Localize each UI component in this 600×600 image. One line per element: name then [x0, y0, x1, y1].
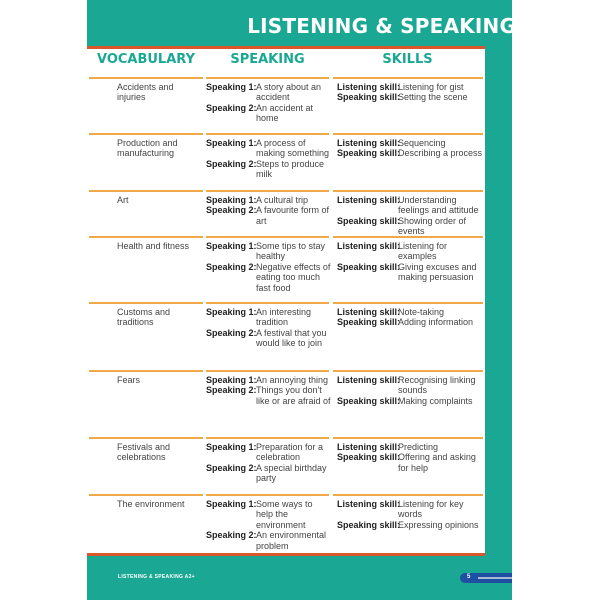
speaking-topic: A favourite form of art [256, 205, 330, 226]
skill-description: Giving excuses and making persuasion [398, 261, 477, 283]
speaking-cell [206, 442, 331, 484]
skill-label: Speaking skill: [337, 261, 401, 272]
speaking-cell [206, 375, 331, 406]
row-divider [333, 302, 483, 304]
speaking-topic: Some ways to help the environment [256, 499, 313, 530]
vocabulary-cell: Festivals and celebrations [117, 442, 171, 463]
skill-label: Speaking skill: [337, 395, 401, 406]
skill-label: Speaking skill: [337, 92, 401, 103]
row-divider [89, 77, 203, 79]
speaking-label: Speaking 2: [206, 462, 257, 473]
speaking-label: Speaking 1: [206, 375, 257, 385]
speaking-topic: Things you don't like or are afraid of [256, 385, 331, 406]
row-divider [89, 370, 203, 372]
skill-label: Listening skill: [337, 499, 401, 509]
skill-label: Listening skill: [337, 195, 401, 205]
speaking-cell [206, 138, 331, 180]
page-number-badge [460, 573, 512, 583]
column-header-vocabulary: VOCABULARY [96, 52, 195, 67]
row-divider [206, 77, 329, 79]
skill-label: Listening skill: [337, 241, 401, 251]
skill-label: Listening skill: [337, 442, 401, 452]
speaking-topic: Steps to produce milk [256, 158, 325, 180]
skills-cell [337, 138, 483, 159]
row-divider [206, 494, 329, 496]
speaking-label: Speaking 1: [206, 442, 257, 452]
speaking-label: Speaking 1: [206, 82, 257, 92]
skill-label: Speaking skill: [337, 317, 401, 328]
speaking-topic: A cultural trip [256, 195, 309, 205]
vocabulary-cell: Production and manufacturing [117, 138, 178, 159]
row-divider [206, 302, 329, 304]
speaking-cell [206, 499, 331, 551]
vocabulary-cell: Customs and traditions [117, 307, 171, 328]
row-divider [206, 190, 329, 192]
skill-description: Showing order of events [398, 215, 467, 237]
footer-title: LISTENING & SPEAKING A2+ [118, 574, 195, 580]
vocabulary-cell: Health and fitness [117, 241, 190, 251]
skill-label: Listening skill: [337, 375, 401, 385]
skill-label: Speaking skill: [337, 148, 401, 159]
speaking-label: Speaking 1: [206, 499, 257, 509]
speaking-label: Speaking 1: [206, 307, 257, 317]
speaking-cell [206, 307, 331, 349]
speaking-label: Speaking 2: [206, 530, 257, 541]
skills-cell [337, 442, 483, 473]
skill-label: Speaking skill: [337, 215, 401, 226]
row-divider [333, 236, 483, 238]
speaking-label: Speaking 1: [206, 138, 257, 148]
skill-label: Speaking skill: [337, 452, 401, 463]
skills-cell [337, 241, 483, 283]
row-divider [89, 437, 203, 439]
speaking-label: Speaking 2: [206, 205, 257, 216]
row-divider [89, 494, 203, 496]
skill-description: Adding information [398, 317, 474, 328]
row-divider [333, 494, 483, 496]
skills-cell [337, 499, 483, 530]
row-divider [89, 302, 203, 304]
row-divider [206, 437, 329, 439]
row-divider [206, 370, 329, 372]
vocabulary-cell: The environment [117, 499, 185, 509]
speaking-topic: Negative effects of eating too much fast food [256, 261, 331, 293]
skill-description: Describing a process [398, 148, 483, 159]
skills-cell [337, 82, 483, 103]
skill-description: Understanding feelings and attitude [398, 195, 479, 216]
speaking-topic: A story about an accident [256, 82, 322, 103]
column-header-speaking: SPEAKING [230, 52, 305, 67]
skill-description: Expressing opinions [398, 519, 479, 530]
page-number: 5 [467, 574, 471, 580]
speaking-label: Speaking 2: [206, 102, 257, 113]
speaking-topic: Some tips to stay healthy [256, 241, 326, 262]
skill-description: Listening for gist [398, 82, 464, 92]
skill-label: Listening skill: [337, 307, 401, 317]
speaking-topic: An annoying thing [256, 375, 329, 385]
skill-description: Predicting [398, 442, 439, 452]
row-divider [206, 133, 329, 135]
row-divider [333, 133, 483, 135]
speaking-label: Speaking 1: [206, 241, 257, 251]
speaking-topic: An accident at home [256, 102, 314, 124]
skills-cell [337, 375, 483, 406]
row-divider [206, 236, 329, 238]
skill-label: Speaking skill: [337, 519, 401, 530]
skill-label: Listening skill: [337, 138, 401, 148]
skill-label: Listening skill: [337, 82, 401, 92]
speaking-label: Speaking 2: [206, 261, 257, 272]
skill-description: Note-taking [398, 307, 445, 317]
row-divider [333, 77, 483, 79]
vocabulary-cell: Accidents and injuries [117, 82, 174, 103]
skills-cell [337, 307, 483, 328]
vocabulary-cell: Fears [117, 375, 141, 385]
speaking-label: Speaking 1: [206, 195, 257, 205]
skill-description: Recognising linking sounds [398, 375, 476, 396]
skill-description: Listening for examples [398, 241, 448, 262]
skill-description: Sequencing [398, 138, 446, 148]
skill-description: Offering and asking for help [398, 452, 476, 473]
speaking-label: Speaking 2: [206, 385, 257, 396]
row-divider [89, 133, 203, 135]
speaking-topic: An environmental problem [256, 530, 327, 551]
speaking-cell [206, 82, 331, 124]
page-line-decoration [478, 577, 512, 579]
row-divider [333, 370, 483, 372]
row-divider [333, 190, 483, 192]
speaking-topic: A process of making something [256, 138, 330, 159]
speaking-label: Speaking 2: [206, 327, 257, 338]
row-divider [89, 190, 203, 192]
speaking-topic: Preparation for a celebration [256, 442, 324, 463]
skill-description: Listening for key words [398, 499, 464, 520]
speaking-topic: An interesting tradition [256, 307, 312, 328]
speaking-topic: A festival that you would like to join [256, 327, 327, 349]
speaking-topic: A special birthday party [256, 462, 327, 484]
vocabulary-cell: Art [117, 195, 129, 205]
speaking-cell [206, 195, 331, 226]
speaking-label: Speaking 2: [206, 158, 257, 169]
speaking-cell [206, 241, 331, 293]
row-divider [333, 437, 483, 439]
page-title: LISTENING & SPEAKING A2+ [247, 14, 570, 38]
row-divider [89, 236, 203, 238]
column-header-skills: SKILLS [382, 52, 433, 67]
skill-description: Making complaints [398, 395, 473, 406]
skill-description: Setting the scene [398, 92, 468, 103]
skills-cell [337, 195, 483, 237]
